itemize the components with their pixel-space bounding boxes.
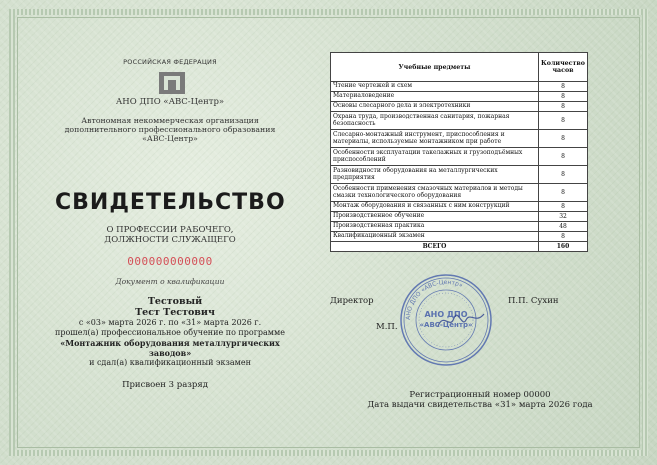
table-row xyxy=(331,130,588,148)
subject-name: Основы слесарного дела и электротехники xyxy=(331,102,539,112)
subject-hours: 8 xyxy=(539,102,588,112)
stamp-center-line-1: АНО ДПО xyxy=(424,310,468,319)
table-row xyxy=(331,102,588,112)
organization-full-name xyxy=(55,116,285,143)
subject-hours: 8 xyxy=(539,184,588,202)
org-full-line-3: «АВС-Центр» xyxy=(142,134,198,143)
table-row xyxy=(331,232,588,242)
stamp-center-line-2: «АВС-Центр» xyxy=(419,321,473,329)
federation-label: РОССИЙСКАЯ ФЕДЕРАЦИЯ xyxy=(123,58,217,66)
organization-short-name: АНО ДПО «АВС-Центр» xyxy=(115,97,225,107)
subject-name: Монтаж оборудования и связанных с ним конструкций xyxy=(331,202,539,212)
subject-hours: 8 xyxy=(539,92,588,102)
study-details xyxy=(40,318,300,368)
subject-name: Квалификационный экзамен xyxy=(331,232,539,242)
holder-last-name: Тестовый xyxy=(147,296,203,307)
table-row xyxy=(331,222,588,232)
total-label: ВСЕГО xyxy=(331,242,539,252)
subject-name: Чтение чертежей и схем xyxy=(331,82,539,92)
seal-place-label: М.П. xyxy=(376,322,398,332)
subject-hours: 32 xyxy=(539,212,588,222)
registration-number: Регистрационный номер 00000 xyxy=(409,390,551,400)
program-name: «Монтажник оборудования металлургических заводов» xyxy=(60,338,280,358)
table-row xyxy=(331,166,588,184)
table-row xyxy=(331,92,588,102)
subject-name: Особенности применения смазочных материалов и методы смазки технологического оборудования xyxy=(331,184,539,202)
org-full-line-1: Автономная некоммерческая организация xyxy=(81,116,259,125)
assigned-rank: Присвоен 3 разряд xyxy=(122,380,208,390)
table-row xyxy=(331,212,588,222)
subject-hours: 8 xyxy=(539,202,588,212)
header-hours: Количество часов xyxy=(539,53,588,82)
document-type: Документ о квалификации xyxy=(115,277,225,286)
stamp-ring-text: АНО ДПО «АВС-Центр» xyxy=(404,278,464,321)
holder-first-names: Тест Тестович xyxy=(135,307,215,318)
subjects-table-wrapper xyxy=(330,52,588,252)
subject-hours: 8 xyxy=(539,166,588,184)
exam-statement: и сдал(а) квалификационный экзамен xyxy=(89,358,251,367)
subject-hours: 8 xyxy=(539,148,588,166)
subject-hours: 8 xyxy=(539,130,588,148)
table-row xyxy=(331,148,588,166)
subject-name: Производственная практика xyxy=(331,222,539,232)
subject-name: Охрана труда, производственная санитария, пожарная безопасность xyxy=(331,112,539,130)
subject-hours: 8 xyxy=(539,232,588,242)
total-hours: 160 xyxy=(539,242,588,252)
certificate-title: СВИДЕТЕЛЬСТВО xyxy=(55,190,286,215)
issue-date: Дата выдачи свидетельства «31» марта 2026 года xyxy=(367,400,593,410)
subject-name: Производственное обучение xyxy=(331,212,539,222)
profession-line-1: О ПРОФЕССИИ РАБОЧЕГО, xyxy=(106,225,234,235)
header-subjects: Учебные предметы xyxy=(331,53,539,82)
table-row xyxy=(331,184,588,202)
table-row xyxy=(331,202,588,212)
study-period: с «03» марта 2026 г. по «31» марта 2026 г. xyxy=(78,318,262,327)
subject-name: Разновидности оборудования на металлургических предприятия xyxy=(331,166,539,184)
director-name: П.П. Сухин xyxy=(508,296,559,306)
director-label: Директор xyxy=(330,296,374,306)
subject-name: Слесарно-монтажный инструмент, приспособления и материалы, используемые монтажником при работе xyxy=(331,130,539,148)
subject-name: Особенности эксплуатации такелажных и грузоподъёмных приспособлений xyxy=(331,148,539,166)
study-statement: прошел(а) профессиональное обучение по программе xyxy=(55,328,285,337)
table-row xyxy=(331,112,588,130)
profession-subtitle xyxy=(75,225,265,245)
table-total-row xyxy=(331,242,588,252)
certificate-number: 000000000000 xyxy=(127,255,213,268)
subject-hours: 48 xyxy=(539,222,588,232)
organization-logo-icon xyxy=(159,72,185,94)
subjects-table xyxy=(330,52,588,252)
profession-line-2: ДОЛЖНОСТИ СЛУЖАЩЕГО xyxy=(104,235,236,245)
org-full-line-2: дополнительного профессионального образования xyxy=(64,125,276,134)
subject-hours: 8 xyxy=(539,82,588,92)
subject-hours: 8 xyxy=(539,112,588,130)
director-signature-icon xyxy=(436,306,486,334)
table-row xyxy=(331,82,588,92)
subject-name: Материаловедение xyxy=(331,92,539,102)
